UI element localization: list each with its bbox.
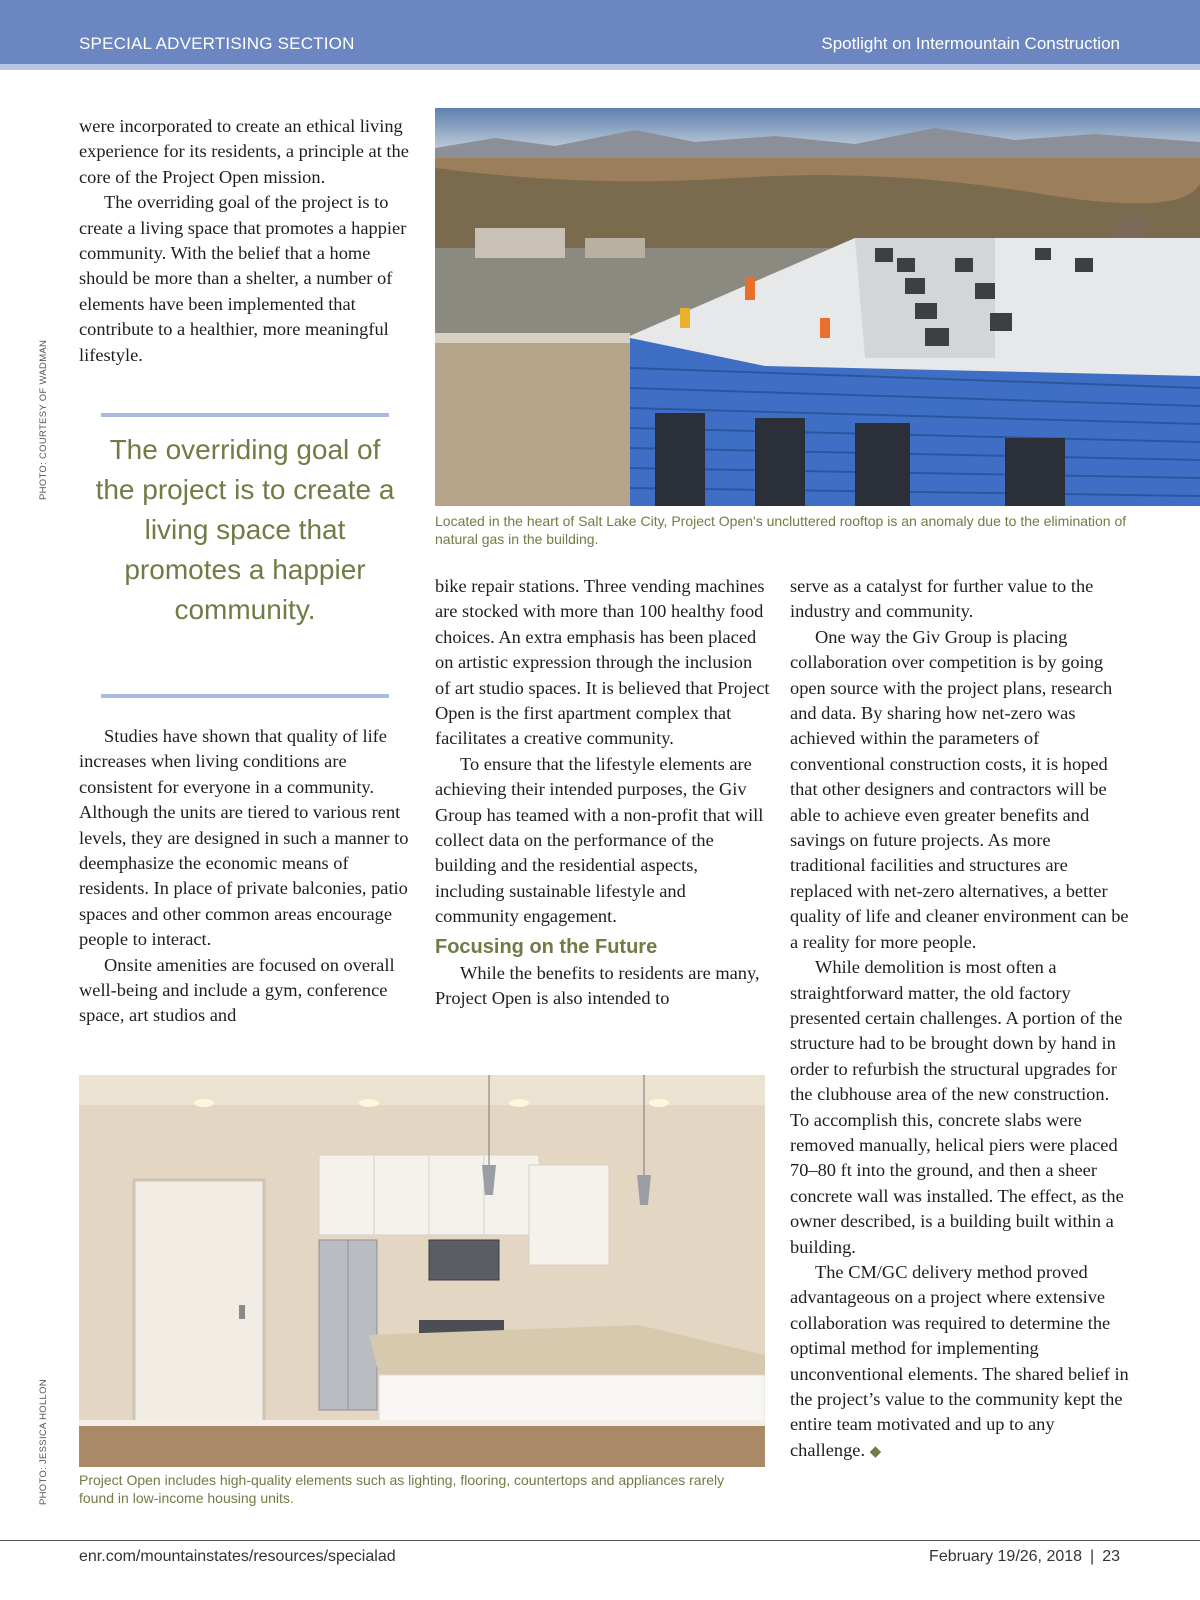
- page-number: 23: [1102, 1548, 1120, 1565]
- kitchen-illustration: [79, 1075, 765, 1467]
- paragraph: To ensure that the lifestyle elements are achieving their intended purposes, the Giv Group has teamed with a non-profit that will collect data on the performance of the building and the residential aspects, including sustainable lifestyle and community engagement.: [435, 753, 764, 927]
- section-heading: Focusing on the Future: [435, 935, 658, 958]
- bottom-photo-caption: Project Open includes high-quality elements such as lighting, flooring, countertops and appliances rarely found in low-income housing units.: [79, 1472, 725, 1506]
- footer-date-page: [929, 1548, 1120, 1566]
- paragraph: The overriding goal of the project is to create a living space that promotes a happier community. With the belief that a home should be more than a shelter, a number of elements have been implemented that contribute to a healthier, more meaningful lifestyle.: [79, 192, 407, 365]
- bottom-photo-credit: PHOTO: JESSICA HOLLON: [38, 1379, 49, 1505]
- section-label: SPECIAL ADVERTISING SECTION: [79, 34, 355, 53]
- paragraph: [790, 1260, 1130, 1465]
- paragraph: Onsite amenities are focused on overall well-being and include a gym, conference space, art studios and: [79, 954, 395, 1026]
- rooftop-photo: [435, 108, 1200, 506]
- kitchen-photo: [79, 1075, 765, 1467]
- issue-date: February 19/26, 2018: [929, 1548, 1083, 1565]
- section-title: Spotlight on Intermountain Construction: [821, 34, 1120, 53]
- pullquote-rule-top: [101, 413, 389, 417]
- paragraph: were incorporated to create an ethical living experience for its residents, a principle at the core of the Project Open mission.: [79, 116, 409, 187]
- end-mark-icon: ◆: [869, 1443, 882, 1460]
- paragraph: serve as a catalyst for further value to the industry and community.: [790, 576, 1094, 622]
- footer-separator: |: [1090, 1548, 1095, 1565]
- paragraph: While the benefits to residents are many, Project Open is also intended to: [435, 962, 760, 1009]
- paragraph: While demolition is most often a straightforward matter, the old factory presented certain challenges. A portion of the structure had to be brought down by hand in order to refurbish the structural upgrades for the clubhouse area of the new construction. To accomplish this, concrete slabs were removed manually, helical piers were placed 70–80 ft into the ground, and then a sheer concrete wall was installed. The effect, as the owner described, is a building built within a building.: [790, 957, 1124, 1257]
- top-photo-credit: PHOTO: COURTESY OF WADMAN: [38, 339, 49, 500]
- pullquote-rule-bottom: [101, 694, 389, 698]
- paragraph-text: The CM/GC delivery method proved advantageous on a project where extensive collaboration was required to determine the optimal method for implementing unconventional elements. The shared belief in the project’s value to the community kept the entire team motivated and up to any challenge.: [790, 1261, 1129, 1460]
- footer-url: enr.com/mountainstates/resources/specialad: [79, 1548, 396, 1565]
- header-bar: [0, 0, 1200, 64]
- paragraph: One way the Giv Group is placing collaboration over competition is by going open source with the project plans, research and data. By sharing how net-zero was achieved within the parameters of conventional construction costs, it is hoped that other designers and contractors will be able to achieve even greater benefits and savings on future projects. As more traditional facilities and structures are replaced with net-zero alternatives, a better quality of life and cleaner environment can be a reality for more people.: [790, 626, 1129, 952]
- header-accent-strip: [0, 64, 1200, 70]
- column-3: [790, 574, 1130, 1465]
- rooftop-illustration: [435, 108, 1200, 506]
- column-1-top: [79, 114, 409, 368]
- pull-quote: The overriding goal of the project is to create a living space that promotes a happier community.: [95, 434, 395, 625]
- top-photo-caption: Located in the heart of Salt Lake City, Project Open's uncluttered rooftop is an anomaly due to the elimination of natural gas in the building.: [435, 513, 1127, 547]
- paragraph: bike repair stations. Three vending machines are stocked with more than 100 healthy food choices. An extra emphasis has been placed on artistic expression through the inclusion of art studio spaces. It is believed that Project Open is the first apartment complex that facilitates a creative community.: [435, 576, 770, 749]
- paragraph: Studies have shown that quality of life increases when living conditions are consistent for everyone in a community. Although the units are tiered to various rent levels, they are designed in such a manner to deemphasize the economic means of residents. In place of private balconies, patio spaces and other common areas encourage people to interact.: [79, 726, 409, 950]
- column-1-bottom: [79, 724, 409, 1029]
- column-2: [435, 574, 770, 1012]
- footer-rule: [0, 1540, 1200, 1541]
